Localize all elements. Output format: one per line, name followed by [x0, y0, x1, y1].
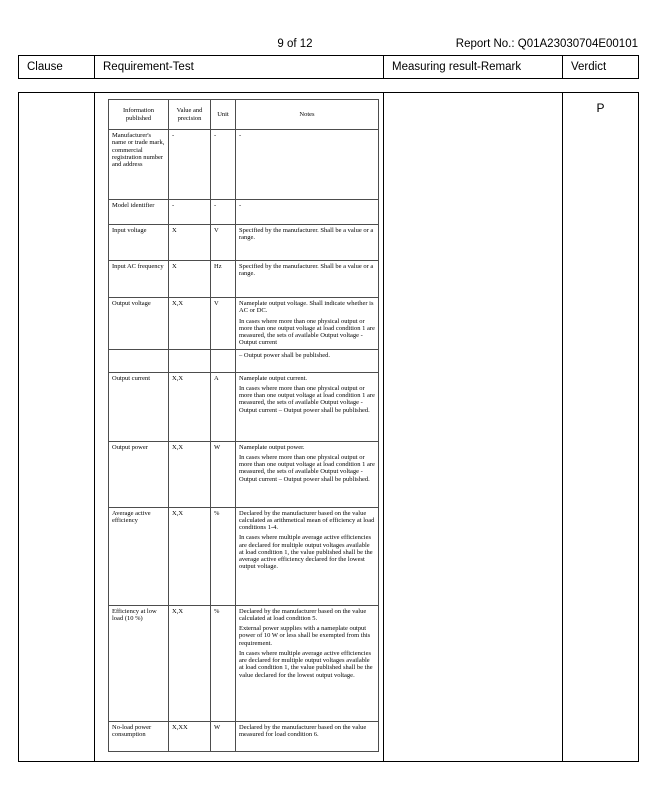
unit-cell: % — [211, 507, 236, 605]
row-no-load-power — [109, 721, 379, 751]
unit-cell — [211, 349, 236, 372]
row-manufacturer — [109, 130, 379, 200]
row-model-identifier — [109, 200, 379, 225]
row-output-power — [109, 441, 379, 507]
unit-cell: A — [211, 372, 236, 441]
header-requirement-test: Requirement-Test — [95, 56, 384, 78]
info-cell: Output power — [109, 441, 169, 507]
header-clause: Clause — [19, 56, 95, 78]
unit-cell: W — [211, 721, 236, 751]
requirement-test-cell — [95, 93, 384, 761]
notes-cell: Nameplate output power. In cases where more than one physical output or more than one output voltage at load condition 1 are measured, the sets of available Output voltage - Output current – Output power shall be published. — [236, 441, 379, 507]
value-cell: - — [169, 130, 211, 200]
unit-cell: W — [211, 441, 236, 507]
info-cell: Input AC frequency — [109, 261, 169, 298]
notes-cell: Nameplate output voltage. Shall indicate whether is AC or DC. In cases where more than one physical output or more than one output voltage at load condition 1 are measured, the sets of available Output voltage - Output current — [236, 298, 379, 350]
notes-cell: Declared by the manufacturer based on the value calculated at load condition 5. External power supplies with a nameplate output power of 10 W or less shall be exempted from this requirement. In cases where multiple average active efficiencies are declared for multiple output voltages available at load condition 1, the value published shall be the value declared for the lowest output voltage. — [236, 605, 379, 721]
header-measuring-result: Measuring result-Remark — [384, 56, 563, 78]
info-cell: No-load power consumption — [109, 721, 169, 751]
notes-cell: – Output power shall be published. — [236, 349, 379, 372]
notes-cell: - — [236, 130, 379, 200]
row-output-voltage-continued — [109, 349, 379, 372]
notes-cell: Nameplate output current. In cases where more than one physical output or more than one output voltage at load condition 1 are measured, the sets of available Output voltage - Output current – Output power shall be published. — [236, 372, 379, 441]
measuring-result-cell — [384, 93, 563, 761]
information-published-table — [108, 99, 379, 752]
col-notes: Notes — [236, 100, 379, 130]
row-input-ac-frequency — [109, 261, 379, 298]
notes-cell: Specified by the manufacturer. Shall be a value or a range. — [236, 225, 379, 261]
value-cell: - — [169, 200, 211, 225]
row-average-active-efficiency — [109, 507, 379, 605]
value-cell: X — [169, 225, 211, 261]
info-cell: Input voltage — [109, 225, 169, 261]
col-information-published: Information published — [109, 100, 169, 130]
header-verdict: Verdict — [571, 61, 607, 73]
unit-cell: % — [211, 605, 236, 721]
value-cell: X,X — [169, 298, 211, 350]
row-input-voltage — [109, 225, 379, 261]
unit-cell: Hz — [211, 261, 236, 298]
row-output-current — [109, 372, 379, 441]
notes-cell: - — [236, 200, 379, 225]
value-cell: X,X — [169, 372, 211, 441]
unit-cell: V — [211, 225, 236, 261]
info-table-header-row — [109, 100, 379, 130]
info-cell: Model identifier — [109, 200, 169, 225]
notes-cell: Declared by the manufacturer based on the value measured for load condition 6. — [236, 721, 379, 751]
value-cell — [169, 349, 211, 372]
row-output-voltage — [109, 298, 379, 350]
verdict-value: P — [596, 101, 605, 115]
clause-cell — [19, 93, 95, 761]
verdict-cell — [563, 93, 638, 761]
value-cell: X,X — [169, 605, 211, 721]
value-cell: X,XX — [169, 721, 211, 751]
frame-content-row — [18, 92, 639, 762]
unit-cell: - — [211, 130, 236, 200]
row-efficiency-low-load — [109, 605, 379, 721]
value-cell: X,X — [169, 441, 211, 507]
col-value-precision: Value and precision — [169, 100, 211, 130]
page-number: 9 of 12 — [277, 38, 313, 50]
info-cell: Efficiency at low load (10 %) — [109, 605, 169, 721]
notes-cell: Declared by the manufacturer based on the value calculated as arithmetical mean of efficiency at load conditions 1-4. In cases where multiple average active efficiencies are declared for multiple output voltages available at load condition 1, the value published shall be the average active efficiency declared for the lowest output voltage. — [236, 507, 379, 605]
info-cell: Output voltage — [109, 298, 169, 350]
value-cell: X,X — [169, 507, 211, 605]
unit-cell: V — [211, 298, 236, 350]
value-cell: X — [169, 261, 211, 298]
info-cell — [109, 349, 169, 372]
notes-cell: Specified by the manufacturer. Shall be a value or a range. — [236, 261, 379, 298]
report-number: Report No.: Q01A23030704E00101 — [455, 38, 638, 50]
page-header — [0, 38, 645, 53]
info-cell: Average active efficiency — [109, 507, 169, 605]
info-cell: Manufacturer's name or trade mark, commercial registration number and address — [109, 130, 169, 200]
frame-header-row — [18, 55, 639, 79]
info-cell: Output current — [109, 372, 169, 441]
unit-cell: - — [211, 200, 236, 225]
col-unit: Unit — [211, 100, 236, 130]
